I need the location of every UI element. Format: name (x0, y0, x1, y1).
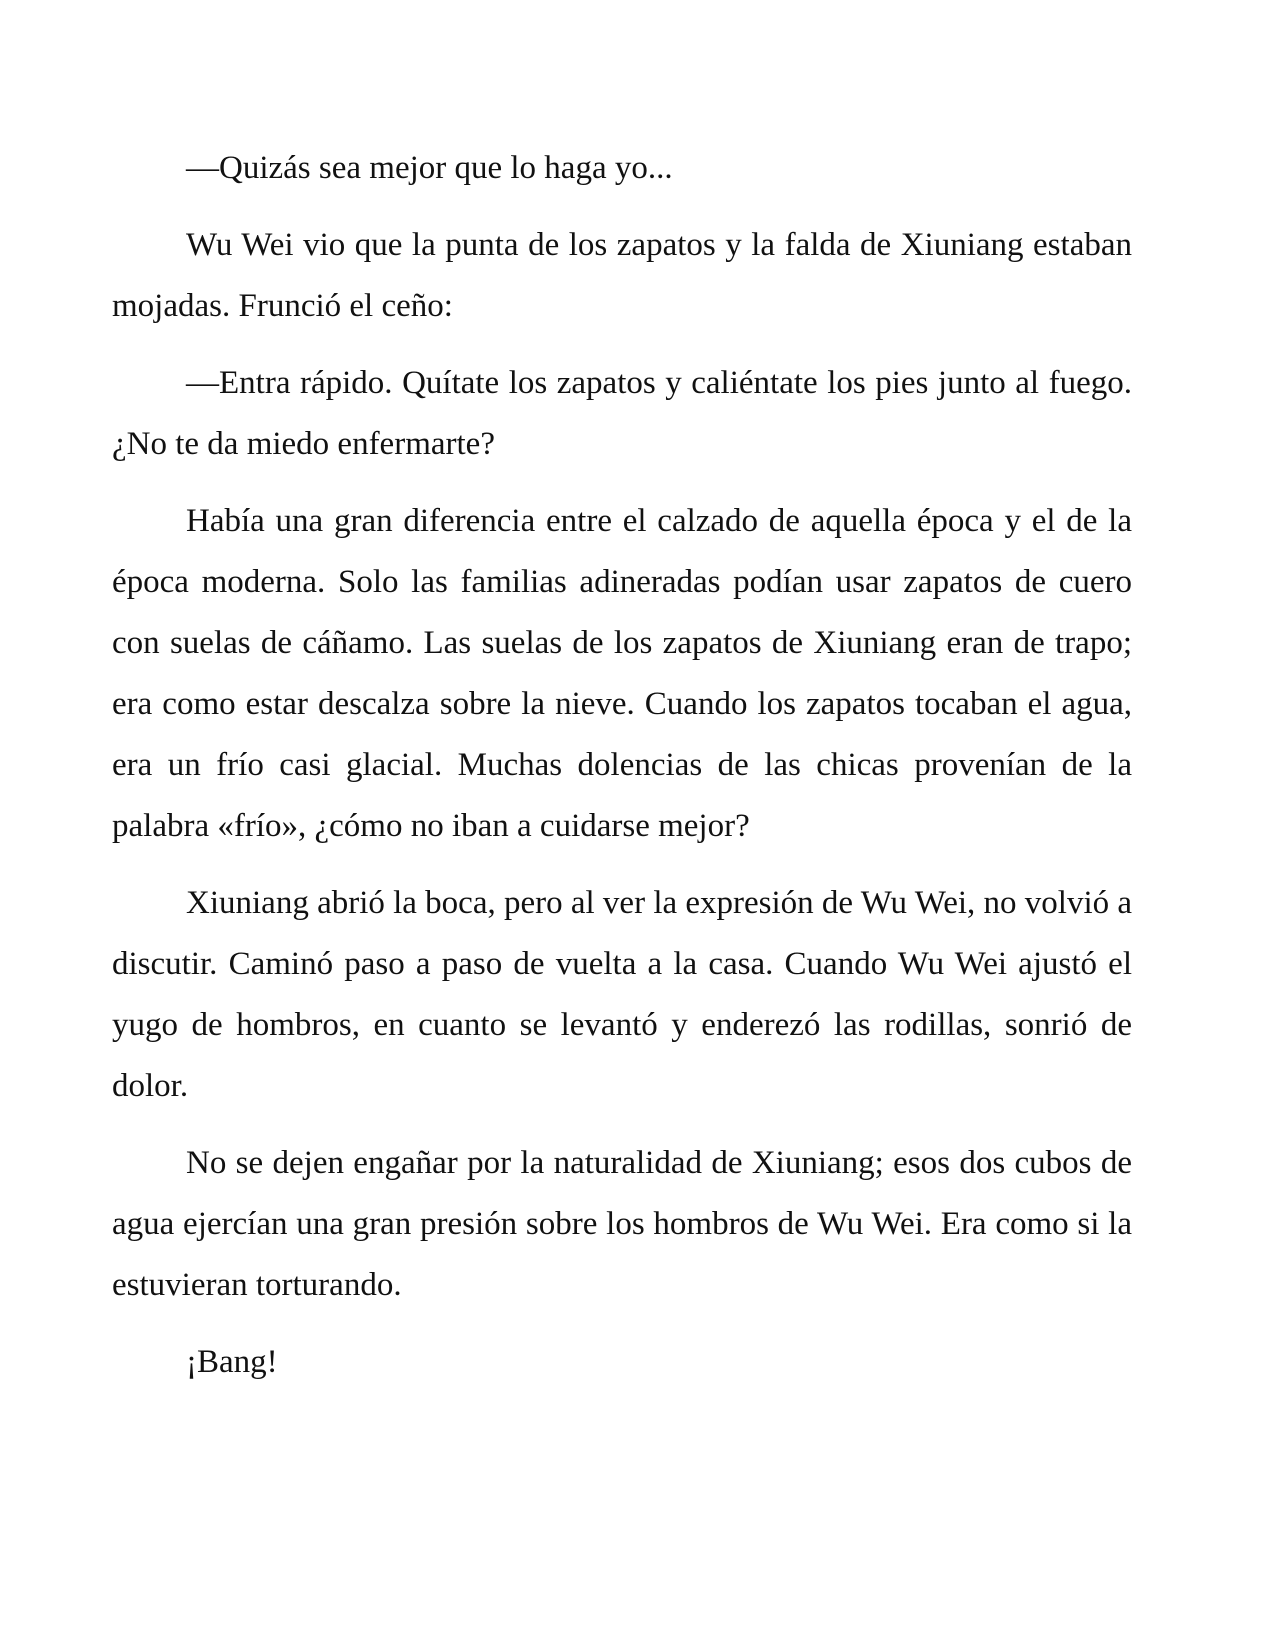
paragraph-2: Wu Wei vio que la punta de los zapatos y la falda de Xiuniang estaban mojadas. Frunció el ceño: (112, 227, 1132, 324)
paragraph-6: No se dejen engañar por la naturalidad de Xiuniang; esos dos cubos de agua ejercían una gran presión sobre los hombros de Wu Wei. Era como si la estuvieran torturando. (112, 1145, 1132, 1303)
paragraph-1: —Quizás sea mejor que lo haga yo... (186, 150, 673, 186)
paragraph-5: Xiuniang abrió la boca, pero al ver la expresión de Wu Wei, no volvió a discutir. Caminó paso a paso de vuelta a la casa. Cuando Wu Wei ajustó el yugo de hombros, en cuanto se levantó y enderezó las rodillas, sonrió de dolor. (112, 885, 1133, 1104)
paragraph-4: Había una gran diferencia entre el calzado de aquella época y el de la época moderna. Solo las familias adineradas podían usar zapatos de cuero con suelas de cáñamo. Las suelas de los zapatos de Xiuniang eran de trapo; era como estar descalza sobre la nieve. Cuando los zapatos tocaban el agua, era un frío casi glacial. Muchas dolencias de las chicas provenían de la palabra «frío», ¿cómo no iban a cuidarse mejor? (112, 503, 1132, 844)
paragraph-3: —Entra rápido. Quítate los zapatos y caliéntate los pies junto al fuego. ¿No te da miedo enfermarte? (112, 365, 1132, 462)
paragraph-7: ¡Bang! (186, 1344, 278, 1380)
body-text (112, 138, 1132, 1409)
